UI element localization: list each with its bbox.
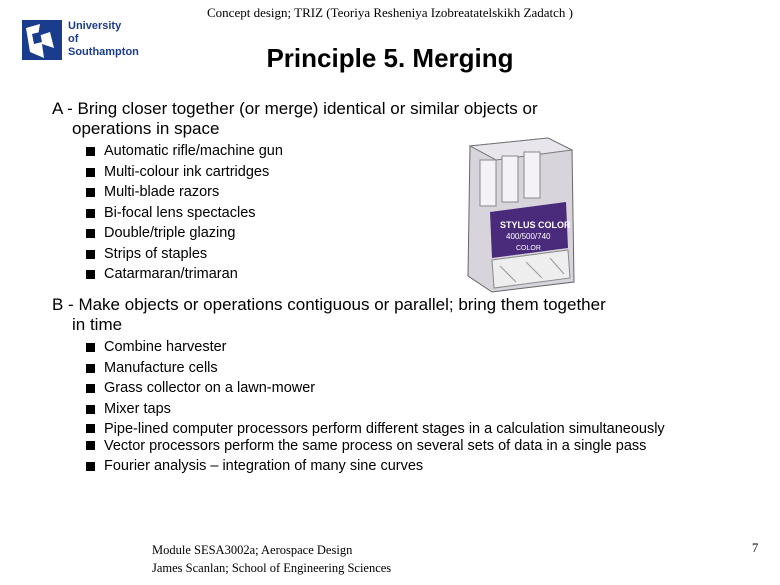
cartridge-label-line-1: STYLUS COLOR — [500, 220, 571, 230]
bullet-square-icon — [86, 229, 95, 238]
list-item: Mixer taps — [86, 399, 686, 420]
bullet-square-icon — [86, 270, 95, 279]
section-a-heading-line-2: operations in space — [72, 119, 220, 138]
section-a-bullet-list — [86, 141, 283, 285]
list-item: Double/triple glazing — [86, 223, 283, 244]
logo-line-2: of Southampton — [68, 33, 139, 58]
list-item: Grass collector on a lawn-mower — [86, 378, 686, 399]
bullet-square-icon — [86, 343, 95, 352]
bullet-square-icon — [86, 209, 95, 218]
list-item: Pipe-lined computer processors perform different stages in a calculation simultaneously — [86, 422, 686, 436]
footer-module-line: Module SESA3002a; Aerospace Design — [152, 543, 353, 557]
cartridge-label-line-3: COLOR — [516, 245, 541, 252]
list-item: Fourier analysis – integration of many sine curves — [86, 456, 686, 477]
list-item: Combine harvester — [86, 337, 686, 358]
list-item: Catarmaran/trimaran — [86, 264, 283, 285]
header-text: Concept design; TRIZ (Teoriya Resheniya Izobreatatelskikh Zadatch ) — [207, 5, 573, 20]
list-item: Vector processors perform the same process on several sets of data in a single pass — [86, 439, 686, 453]
logo-line-1: University — [68, 20, 122, 32]
section-a-heading-line-1: A - Bring closer together (or merge) identical or similar objects or — [52, 99, 538, 118]
list-item: Bi-focal lens spectacles — [86, 203, 283, 224]
bullet-square-icon — [86, 441, 95, 450]
bullet-square-icon — [86, 364, 95, 373]
section-b-heading-line-1: B - Make objects or operations contiguous or parallel; bring them together — [52, 295, 606, 314]
list-item: Multi-blade razors — [86, 182, 283, 203]
ink-cartridge-image — [456, 136, 584, 294]
bullet-square-icon — [86, 188, 95, 197]
bullet-square-icon — [86, 424, 95, 433]
bullet-square-icon — [86, 462, 95, 471]
slide-title: Principle 5. Merging — [266, 43, 514, 73]
list-item: Multi-colour ink cartridges — [86, 162, 283, 183]
bullet-square-icon — [86, 147, 95, 156]
section-b-heading — [52, 295, 742, 335]
list-item: Automatic rifle/machine gun — [86, 141, 283, 162]
section-b-bullet-list — [86, 337, 686, 477]
bullet-square-icon — [86, 384, 95, 393]
bullet-square-icon — [86, 405, 95, 414]
bullet-square-icon — [86, 168, 95, 177]
footer — [152, 541, 391, 577]
cartridge-label-line-2: 400/500/740 — [506, 232, 551, 241]
footer-author-line: James Scanlan; School of Engineering Sciences — [152, 561, 392, 575]
bullet-square-icon — [86, 250, 95, 259]
page-number: 7 — [752, 541, 759, 555]
list-item: Strips of staples — [86, 244, 283, 265]
section-a-heading — [52, 99, 742, 139]
section-b-heading-line-2: in time — [72, 315, 123, 334]
list-item: Manufacture cells — [86, 358, 686, 379]
